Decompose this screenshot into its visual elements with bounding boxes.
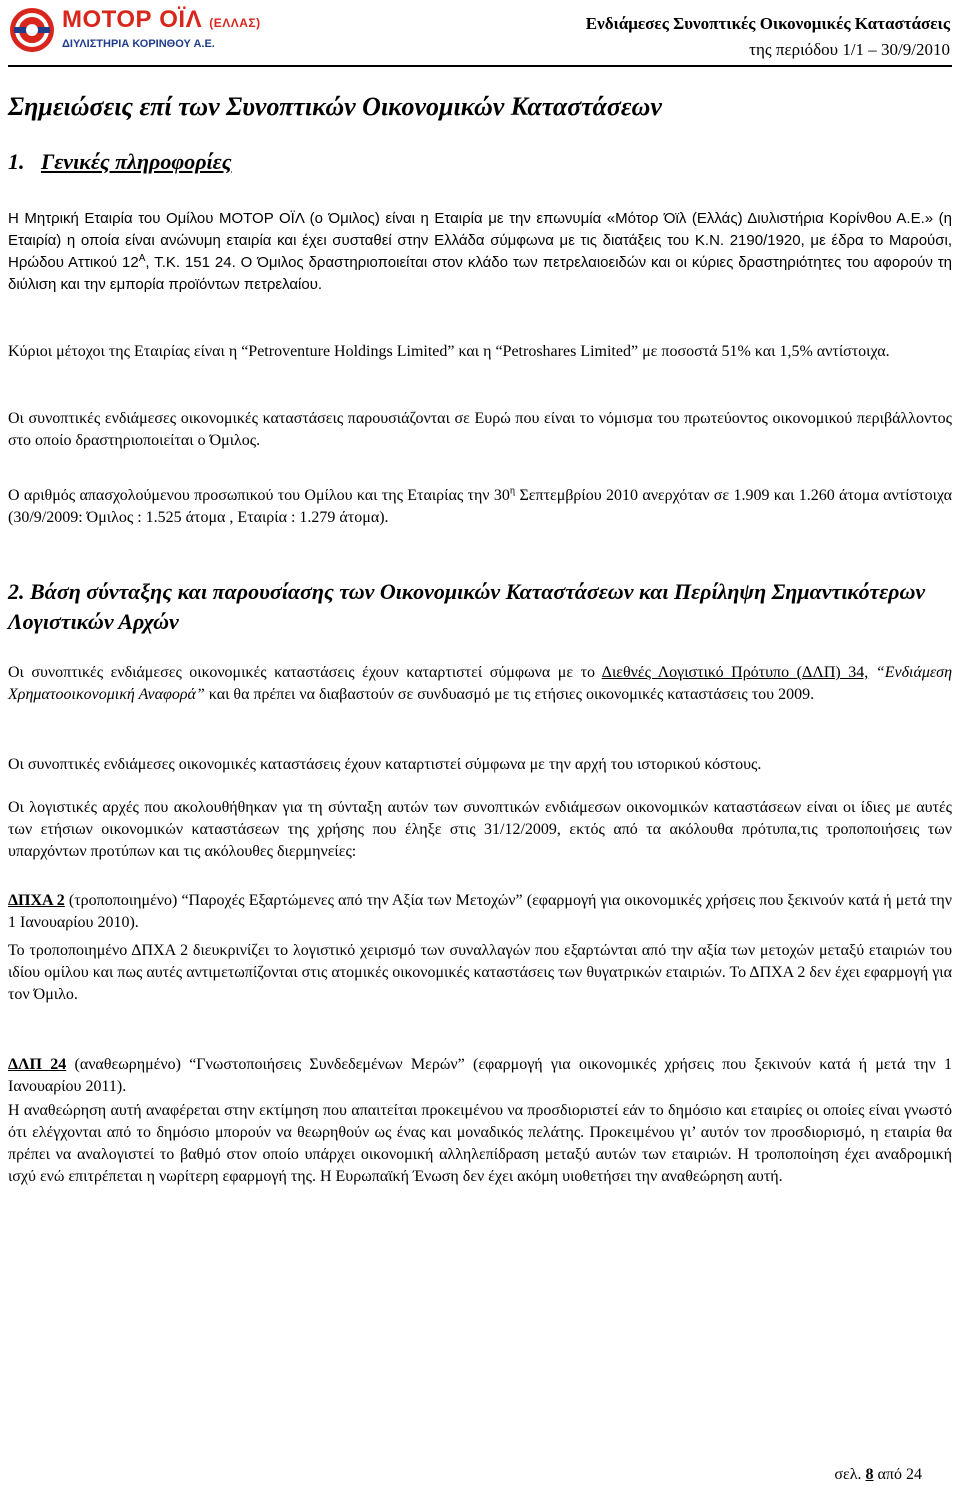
- logo-globe-icon: [8, 6, 56, 54]
- company-logo: [8, 4, 261, 56]
- logo-name: ΜΟΤΟΡ ΟΪΛ (ΕΛΛΑΣ): [62, 6, 261, 33]
- section-1-paragraph-3: Οι συνοπτικές ενδιάμεσες οικονομικές καταστάσεις παρουσιάζονται σε Ευρώ που είναι το νόμισμα του πρωτεύοντος οικονομικού περιβάλλοντος στο οποίο δραστηριοποιείται ο Όμιλος.: [8, 410, 952, 449]
- header-divider: [8, 65, 952, 67]
- header-title: Ενδιάμεσες Συνοπτικές Οικονομικές Καταστάσεις: [585, 14, 950, 33]
- dpxa-2-body: Το τροποποιημένο ΔΠΧΑ 2 διευκρινίζει το λογιστικό χειρισμό των συναλλαγών που εξαρτώνται από την αξία των μετοχών μεταξύ εταιριών του ιδίου ομίλου και πως αυτές αντιμετωπίζονται στις ατομικές οικονομικές καταστάσεις των θυγατρικών εταιριών. Το ΔΠΧΑ 2 δεν έχει εφαρμογή για τον Όμιλο.: [8, 942, 952, 1003]
- dlp-24-paragraph: ΔΛΠ 24 (αναθεωρημένο) “Γνωστοποιήσεις Συνδεδεμένων Μερών” (εφαρμογή για οικονομικές χρήσεις που ξεκινούν κατά ή μετά την 1 Ιανουαρίου 2011).: [8, 1056, 952, 1095]
- dlp-24-body: Η αναθεώρηση αυτή αναφέρεται στην εκτίμηση που απαιτείται προκειμένου να προσδιοριστεί εάν το δημόσιο και εταιρίες οι οποίες είναι γνωστό ότι ελέγχονται από το δημόσιο μπορούν να θεωρηθούν ως ένας και μοναδικός πελάτης. Προκειμένου γι’ αυτόν τον προσδιορισμό, η εταιρία θα πρέπει να αναλογιστεί το βαθμό στον οποίο υπάρχει οικονομική αλληλεπίδραση μεταξύ αυτών των εταιριών. Η τροποποίηση έχει αναδρομική ισχύ ενώ επιτρέπεται η νωρίτερη εφαρμογή της. Η Ευρωπαϊκή Ένωση δεν έχει ακόμη υιοθετήσει την αναθεώρηση αυτή.: [8, 1102, 952, 1185]
- page-number: σελ. 8 από 24: [834, 1466, 922, 1483]
- logo-subtitle: ΔΙΥΛΙΣΤΗΡΙΑ ΚΟΡΙΝΘΟΥ Α.Ε.: [62, 38, 215, 50]
- section-2-paragraph-2: Οι συνοπτικές ενδιάμεσες οικονομικές καταστάσεις έχουν καταρτιστεί σύμφωνα με την αρχή του ιστορικού κόστους.: [8, 756, 762, 773]
- section-1-paragraph-4: Ο αριθμός απασχολούμενου προσωπικού του Ομίλου και της Εταιρίας την $30^\eta$ Σεπτεμβρίου 2010 ανερχόταν σε 1.909 και 1.260 άτομα αντίστοιχα (30/9/2009: Όμιλος : 1.525 άτομα , Εταιρία : 1.279 άτομα).: [8, 485, 953, 526]
- page-title: Σημειώσεις επί των Συνοπτικών Οικονομικών Καταστάσεων: [8, 92, 662, 121]
- dpxa-2-paragraph: ΔΠΧΑ 2 (τροποποιημένο) “Παροχές Εξαρτώμενες από την Αξία των Μετοχών” (εφαρμογή για οικονομικές χρήσεις που ξεκινούν κατά ή μετά την 1 Ιανουαρίου 2010).: [8, 892, 952, 931]
- section-1-paragraph-1: Η Μητρική Εταιρία του Ομίλου ΜΟΤΟΡ ΟΪΛ (ο Όμιλος) είναι η Εταιρία με την επωνυμία «Μότορ Όϊλ (Ελλάς) Διυλιστήρια Κορίνθου Α.Ε.» (η Εταιρία) η οποία είναι ανώνυμη εταιρία και έχει συσταθεί στην Ελλάδα σύμφωνα με τις διατάξεις του Κ.Ν. 2190/1920, με έδρα το Μαρούσι, Ηρώδου Αττικού $12^A$, Τ.Κ. 151 24. Ο Όμιλος δραστηριοποιείται στον κλάδο των πετρελαιοειδών και οι κύριες δραστηριότητες του αφορούν τη διύλιση και την εμπορία προϊόντων πετρελαίου.: [8, 210, 952, 293]
- header-period: της περιόδου 1/1 – 30/9/2010: [749, 40, 950, 59]
- section-2-paragraph-1: Οι συνοπτικές ενδιάμεσες οικονομικές καταστάσεις έχουν καταρτιστεί σύμφωνα με το Διεθνές Λογιστικό Πρότυπο (ΔΛΠ) 34, “Ενδιάμεση Χρηματοοικονομική Αναφορά” και θα πρέπει να διαβαστούν σε συνδυασμό με τις ετήσιες οικονομικές καταστάσεις του 2009.: [8, 664, 953, 703]
- section-2-paragraph-3: Οι λογιστικές αρχές που ακολουθήθηκαν για τη σύνταξη αυτών των συνοπτικών ενδιάμεσων οικονομικών καταστάσεων είναι οι ίδιες με αυτές των ετήσιων οικονομικών καταστάσεων της χρήσης που έληξε στις 31/12/2009, εκτός από τα ακόλουθα πρότυπα,τις τροποποιήσεις των υπαρχόντων προτύπων και τις ακόλουθες διερμηνείες:: [8, 799, 952, 860]
- section-1-heading: 1. Γενικές πληροφορίες: [8, 149, 232, 174]
- section-2-heading: 2. Βάση σύνταξης και παρουσίασης των Οικονομικών Καταστάσεων και Περίληψη Σημαντικότερων Λογιστικών Αρχών: [8, 579, 926, 634]
- section-1-paragraph-2: Κύριοι μέτοχοι της Εταιρίας είναι η “Petroventure Holdings Limited” και η “Petroshares Limited” με ποσοστά 51% και 1,5% αντίστοιχα.: [8, 343, 890, 360]
